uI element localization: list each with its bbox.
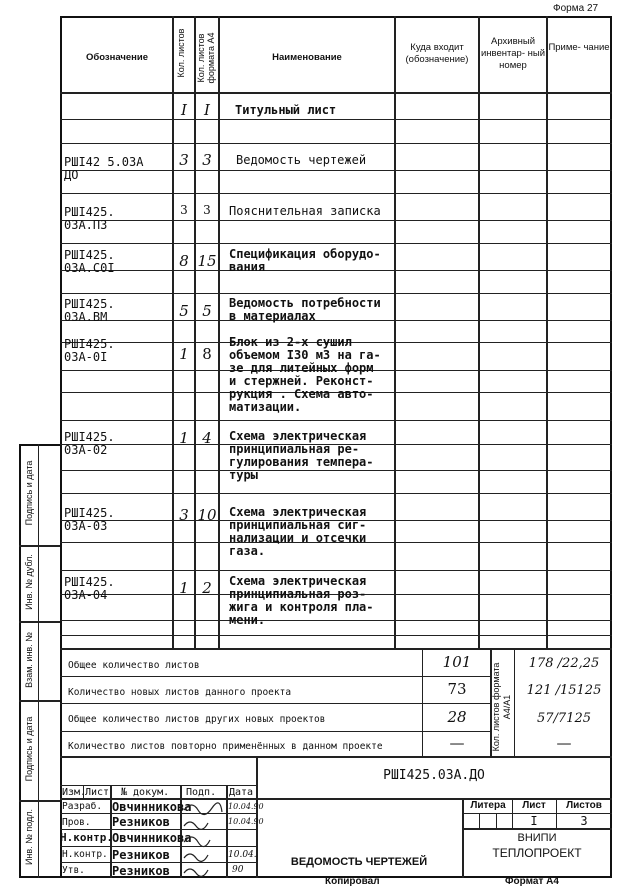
- side-label-2: Инв. № дубл.: [24, 554, 34, 610]
- row-rule: [60, 635, 612, 636]
- row-3-name: Пояснительная записка: [229, 204, 381, 218]
- header-name: Наименование: [272, 52, 342, 63]
- row-1-name: Титульный лист: [235, 103, 337, 117]
- row-7-name: Схема электрическая принципиальная ре- гулирования темпера- туры: [229, 429, 374, 482]
- row-2-code: РШI42 5.03А ДО: [64, 155, 144, 182]
- side-label-1: Подпись и дата: [24, 460, 34, 526]
- col-izm: Изм.: [62, 787, 87, 798]
- row-9-code: РШI425. 03А-04: [64, 575, 115, 602]
- sheets-label: Листов: [566, 800, 602, 811]
- summary-value-3: 28: [447, 708, 467, 726]
- litera-label: Литера: [470, 800, 506, 811]
- role-3: Н.контр.: [60, 831, 113, 844]
- date-2: 10.04.90: [228, 817, 264, 826]
- person-3: Овчинникова: [112, 831, 192, 845]
- row-3-a4: 3: [203, 203, 211, 217]
- header-sheet-count: Кол. листов: [176, 28, 186, 78]
- row-2-sheets: 3: [179, 151, 189, 169]
- date-1: 10.04.90: [228, 802, 264, 811]
- header-destination: Куда входит (обозначение): [405, 42, 469, 65]
- summary-value-2: 73: [447, 680, 467, 698]
- header-archive: Архивный инвентар- ный номер: [480, 36, 546, 71]
- org-name-1: ВНИПИ: [517, 832, 557, 844]
- col-sign: Подп.: [186, 787, 217, 798]
- row-rule: [60, 243, 612, 244]
- row-6-sheets: 1: [179, 345, 189, 363]
- doc-title: ВЕДОМОСТЬ ЧЕРТЕЖЕЙ: [290, 856, 428, 868]
- summary-a4-4: —: [556, 734, 572, 752]
- row-1-sheets: I: [181, 101, 187, 119]
- row-2-name: Ведомость чертежей: [236, 153, 367, 167]
- row-8-name: Схема электрическая принципиальная сиг- нализации и отсечки газа.: [229, 505, 367, 558]
- date-4: 10.04.: [228, 850, 257, 860]
- row-4-a4: 15: [197, 252, 217, 270]
- row-rule: [60, 293, 612, 294]
- row-rule: [60, 220, 612, 221]
- col-doc: № докум.: [121, 787, 170, 798]
- row-rule: [60, 119, 612, 120]
- row-6-name: Блок из 2-х сушил объемом I30 м3 на га- зе для литейных форм и стержней. Реконст- рукция . Схема авто- матизации.: [229, 335, 381, 414]
- row-5-name: Ведомость потребности в материалах: [229, 296, 381, 323]
- summary-label-4: Количество листов повторно применённых в данном проекте: [68, 741, 383, 752]
- row-3-sheets: 3: [180, 203, 188, 217]
- summary-value-1: 101: [442, 653, 472, 671]
- row-rule: [60, 420, 612, 421]
- summary-label-2: Количество новых листов данного проекта: [68, 687, 292, 698]
- doc-code: РШI425.03А.ДО: [383, 768, 485, 783]
- row-9-name: Схема электрическая принципиальная роз- жига и контроля пла- мени.: [229, 574, 374, 627]
- sheet-label: Лист: [522, 800, 546, 811]
- row-9-a4: 2: [202, 579, 212, 597]
- org-name-2: ТЕПЛОПРОЕКТ: [492, 846, 582, 860]
- person-2: Резников: [112, 815, 170, 829]
- row-7-a4: 4: [202, 429, 212, 447]
- row-rule: [60, 570, 612, 571]
- summary-value-4: —: [449, 734, 465, 752]
- role-4: Н.контр.: [62, 849, 108, 860]
- date-5: 90: [232, 865, 244, 875]
- form-label: Форма 27: [553, 3, 599, 14]
- summary-label-3: Общее количество листов других новых проектов: [68, 714, 326, 725]
- row-1-a4: I: [204, 101, 210, 119]
- row-4-sheets: 8: [179, 252, 189, 270]
- sheet-number: I: [530, 814, 538, 828]
- row-8-a4: 10: [197, 506, 217, 524]
- row-5-code: РШI425. 03А.ВМ: [64, 297, 115, 324]
- col-date: Дата: [229, 787, 254, 798]
- row-8-sheets: 3: [179, 506, 189, 524]
- summary-a4-2: 121 /15125: [526, 683, 602, 698]
- signatures: [182, 798, 226, 878]
- side-label-3: Взам. инв. №: [24, 632, 34, 688]
- row-rule: [60, 193, 612, 194]
- row-rule: [60, 143, 612, 144]
- row-9-sheets: 1: [179, 579, 189, 597]
- row-5-a4: 5: [202, 302, 212, 320]
- summary-label-1: Общее количество листов: [68, 660, 200, 671]
- row-5-sheets: 5: [179, 302, 189, 320]
- copied-label: Копировал: [325, 876, 380, 887]
- header-note: Приме- чание: [548, 42, 610, 53]
- side-label-5: Инв. № подл.: [24, 808, 34, 866]
- row-7-sheets: 1: [179, 429, 189, 447]
- row-3-code: РШI425. 03А.ПЗ: [64, 205, 115, 232]
- person-1: Овчинникова: [112, 800, 192, 814]
- row-7-code: РШI425. 03А-02: [64, 430, 115, 457]
- row-6-a4: 8: [202, 345, 212, 363]
- row-8-code: РШI425. 03А-03: [64, 506, 115, 533]
- role-5: Утв.: [62, 865, 85, 876]
- col-list: Лист: [85, 787, 110, 798]
- summary-a4-1: 178 /22,25: [528, 656, 600, 671]
- role-2: Пров.: [62, 817, 91, 828]
- row-4-name: Спецификация оборудо- вания: [229, 247, 381, 274]
- row-2-a4: 3: [202, 151, 212, 169]
- row-6-code: РШI425. 03А-0I: [64, 337, 115, 364]
- row-4-code: РШI425. 03А.С0I: [64, 248, 115, 275]
- header-designation: Обозначение: [85, 52, 149, 63]
- side-label-4: Подпись и дата: [24, 716, 34, 782]
- sheets-total: 3: [580, 814, 588, 828]
- header-a4-count: Кол. листов формата А4: [196, 32, 216, 84]
- summary-a4-3: 57/7125: [536, 711, 591, 726]
- person-4: Резников: [112, 848, 170, 862]
- format-label: Формат А4: [505, 876, 559, 887]
- summary-a4-header: Кол. листов формата А4/А1: [491, 662, 512, 752]
- person-5: Резников: [112, 864, 170, 878]
- role-1: Разраб.: [62, 801, 103, 812]
- row-rule: [60, 493, 612, 494]
